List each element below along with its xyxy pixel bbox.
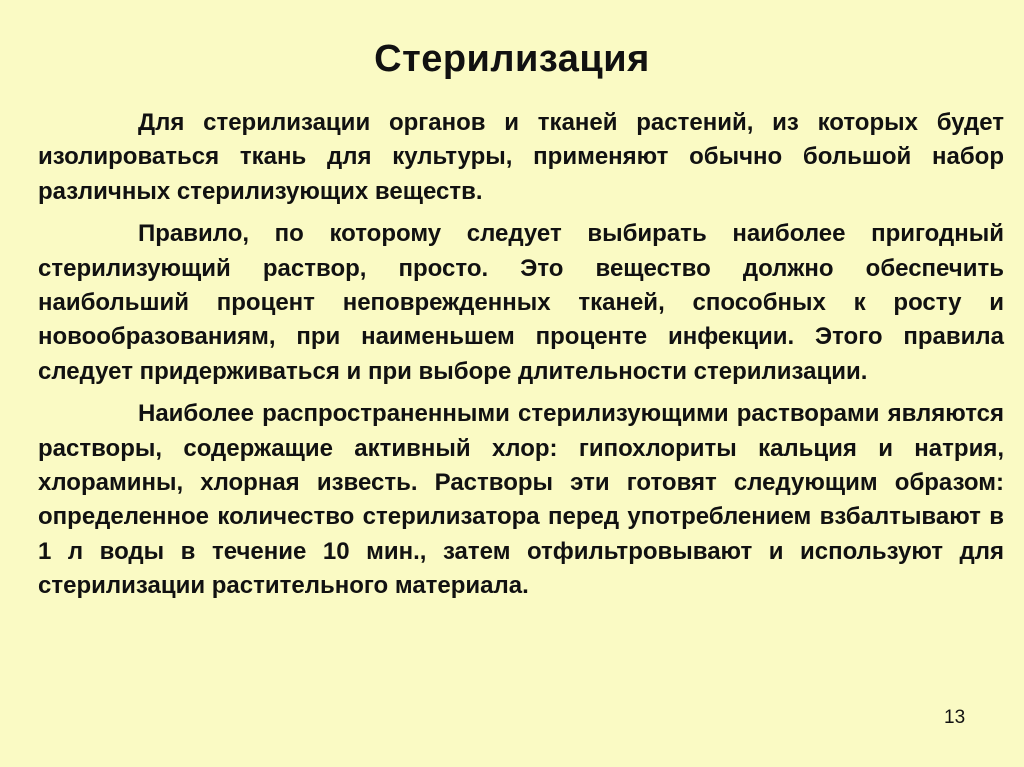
paragraph-2: Правило, по которому следует выбирать наиболее пригодный стерилизующий раствор, просто. Это вещество должно обеспечить наибольший процент неповрежденных тканей, способных к росту и новообразованиям, при наименьшем проценте инфекции. Этого правила следует придерживаться и при выборе длительности стерилизации.: [38, 220, 1004, 385]
slide-body: [38, 106, 1004, 612]
paragraph-1: Для стерилизации органов и тканей растений, из которых будет изолироваться ткань для культуры, применяют обычно большой набор различных стерилизующих веществ.: [38, 109, 1004, 205]
paragraph-3: Наиболее распространенными стерилизующими растворами являются растворы, содержащие активный хлор: гипохлориты кальция и натрия, хлорамины, хлорная известь. Растворы эти готовят следующим образом: определенное количество стерилизатора перед употреблением взбалтывают в 1 л воды в течение 10 мин., затем отфильтровывают и используют для стерилизации растительного материала.: [38, 400, 1004, 600]
page-number: 13: [944, 707, 966, 728]
slide-title: Стерилизация: [374, 38, 650, 80]
